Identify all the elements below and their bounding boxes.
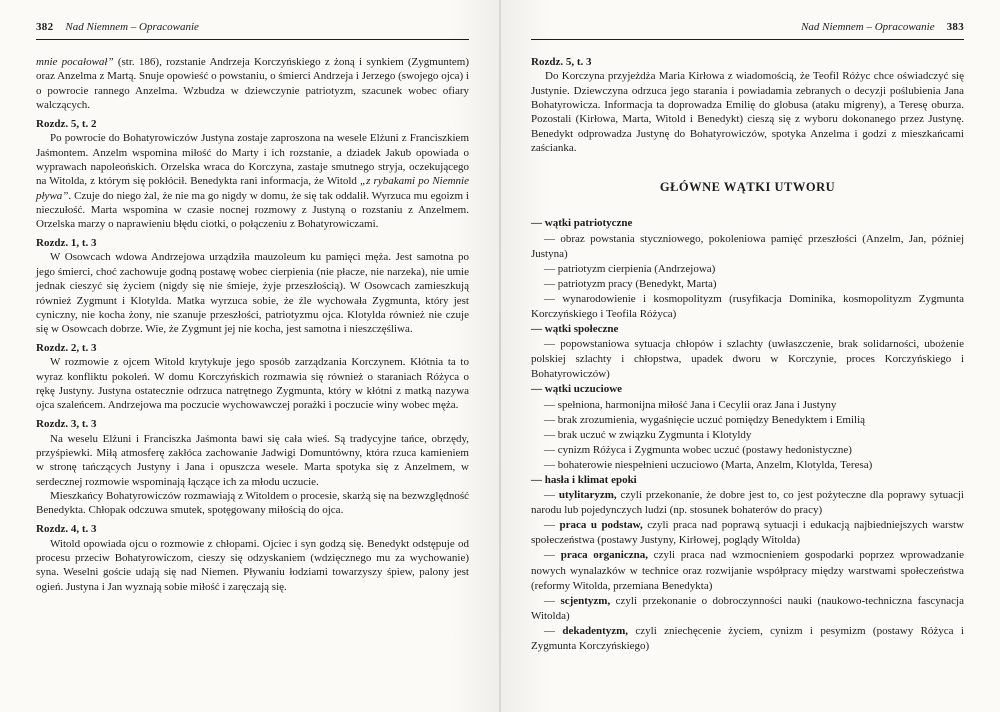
paragraph: Witold opowiada ojcu o rozmowie z chłopami. Ojciec i syn godzą się. Benedykt odstępuje od procesu przeciw Bohatyrowiczom, cieszy się odzyskaniem (wdzięcznego mu za wychowanie) syna. Weselni goście udają się nad Niemen. Pływaniu łodziami towarzyszy śpiew, palony jest ogień. Justyna i Jan wyznają sobie miłość i zaręczają się. <box>36 537 469 593</box>
bold-run: praca u podstaw, <box>559 519 643 532</box>
text-run: — brak zrozumienia, wygaśnięcie uczuć pomiędzy Benedyktem i Emilią <box>544 413 866 426</box>
topic-item <box>531 624 964 654</box>
bold-run: — hasła i klimat epoki <box>531 474 637 486</box>
page-right <box>500 0 1000 712</box>
running-title: Nad Niemnem – Opracowanie <box>65 21 199 33</box>
topic-item <box>531 277 964 292</box>
text-run: — <box>544 549 561 562</box>
topic-item <box>531 382 964 397</box>
topic-item <box>531 322 964 337</box>
text-run: — <box>544 489 559 502</box>
page-header-right <box>531 21 964 34</box>
text-run: — spełniona, harmonijna miłość Jana i Cecylii oraz Jana i Justyny <box>544 398 837 411</box>
text-run: — <box>544 624 563 637</box>
bold-run: — wątki patriotyczne <box>531 217 633 230</box>
text-run: (str. 186), rozstanie Andrzeja Korczyńskiego z żoną i synkiem (Zygmuntem) oraz Anzelma z Martą. Snuje opowieść o powstaniu, o śmierci Andrzeja i Jerzego (swojego ojca) i o powrocie rannego Anzelma. Wzbudza w dziewczynie patriotyzm, szacunek wobec ofiary walczących. <box>36 56 469 112</box>
text-run: — wynarodowienie i kosmopolityzm (rusyfikacja Dominika, kosmopolityzm Zygmunta Korczyńskiego i Teofila Różyca) <box>531 292 964 320</box>
text-run: czyli zniechęcenie życiem, cynizm i pesymizm (postawy Różyca i Zygmunta Korczyńskiego) <box>531 624 964 653</box>
topic-item <box>531 413 964 428</box>
italic-run: mnie pocałował” <box>36 56 114 68</box>
section-heading: Rozdz. 5, t. 3 <box>531 56 592 68</box>
text-run: czyli przekonanie o dobroczynności nauki (naukowo-techniczna fascynacja Witolda) <box>531 594 964 622</box>
section-heading: Rozdz. 5, t. 2 <box>36 117 97 130</box>
paragraph: Na weselu Elżuni i Franciszka Jaśmonta bawi się cała wieś. Są tradycyjne tańce, obrzędy, przyśpiewki. Miłą atmosferę zakłóca zachowanie Jadwigi Domuntówny, która rzuca kamieniem w stronę tańczących Justyny i Jana i opuszcza wesele. Marta spotyka się z Anzelmem, w serdecznej rozmowie wspominają łączące ich za młodu uczucie. <box>36 432 469 488</box>
running-title: Nad Niemnem – Opracowanie <box>801 21 935 33</box>
text-run: — popowstaniowa sytuacja chłopów i szlachty (uwłaszczenie, brak solidarności, ubożenie polskiej szlachty i chłopstwa, upadek dworu w Korczynie, proces Korczyńskiego i Bohatyrowiczów) <box>531 338 964 381</box>
topic-item <box>531 398 964 413</box>
text-run: Po powrocie do Bohatyrowiczów Justyna zostaje zaproszona na wesele Elżuni z Franciszkiem Jaśmontem. Anzelm wspomina miłość do Marty i ich rozstanie, a dziadek Jakub opowiada o wyprawach napoleońskich. Orzelska wraca do Korczyna, zastaje smutnego stryja, oczekującego na Witolda, z którym się pokłócił. Benedykta rani informacja, że Witold <box>36 132 469 188</box>
paragraph <box>36 131 469 231</box>
text-run: — <box>544 519 560 532</box>
bold-run: scjentyzm, <box>560 594 611 607</box>
topic-item <box>531 594 964 624</box>
topic-item <box>531 337 964 382</box>
bold-run: — wątki uczuciowe <box>531 383 623 396</box>
topic-item <box>531 262 964 277</box>
text-run: czyli przekonanie, że dobre jest to, co jest pożyteczne dla poprawy sytuacji narodu lub pojedynczych ludzi (np. stosunek bohaterów do pracy) <box>531 489 964 517</box>
section-heading: Rozdz. 4, t. 3 <box>36 523 97 536</box>
text-run: czyli praca nad wzmocnieniem gospodarki poprzez wprowadzanie nowych wynalazków w technice oraz rozwijanie współpracy między warstwami społeczeństwa (reformy Witolda, przemiana Benedykta) <box>531 549 964 592</box>
paragraph-continuation <box>36 55 469 112</box>
text-run: czyli praca nad poprawą sytuacji i edukacją najbiedniejszych warstw społeczeństwa (postawy Justyny, Kirłowej, poglądy Witolda) <box>531 519 965 547</box>
topic-item <box>531 473 964 488</box>
paragraph: W rozmowie z ojcem Witold krytykuje jego sposób zarządzania Korczynem. Kłótnia ta to wyraz konfliktu pokoleń. W domu Korczyńskich rozmawia się również o staraniach Różyca o rękę Justyny. Justyna ostatecznie odrzuca natrętnego Zygmunta, który w kłótni z matką nazywa ojca szaleńcem. Andrzejowa ma poczucie wychowawczej porażki i poczucie winy wobec męża. <box>36 356 469 412</box>
section-heading: Rozdz. 1, t. 3 <box>36 237 97 250</box>
text-run: — patriotyzm cierpienia (Andrzejowa) <box>544 262 716 275</box>
section-heading: Rozdz. 3, t. 3 <box>36 418 97 431</box>
text-run: — bohaterowie niespełnieni uczuciowo (Marta, Anzelm, Klotylda, Teresa) <box>544 458 873 471</box>
paragraph: Do Korczyna przyjeżdża Maria Kirłowa z wiadomością, że Teofil Różyc chce oświadczyć się Justynie. Dziewczyna odrzuca jego starania i powiadamia zebranych o decyzji poślubienia Jana Bohatyrowicza. Informacja ta doprowadza Emilię do globusa (ataku migreny), a Teresę oburza. Pozostali (Kirłowa, Marta, Witold i Benedykt) cieszą się z wyboru dokonanego przez Justynę. Benedykt odprowadza Justynę do Bohatyrowiczów, spotyka Anzelma i godzi z mieszkańcami zaścianka. <box>531 70 964 155</box>
paragraph: Mieszkańcy Bohatyrowiczów rozmawiają z Witoldem o procesie, skarżą się na bezwzględność Benedykta. Chłopak odczuwa smutek, spotęgowany miłością do ojca. <box>36 489 469 517</box>
text-run: — obraz powstania styczniowego, pokoleniowa pamięć przeszłości (Anzelm, Jan, później Justyna) <box>531 232 964 260</box>
topic-item <box>531 216 964 231</box>
topic-item <box>531 548 964 593</box>
text-run: — brak uczuć w związku Zygmunta i Klotyldy <box>544 428 752 441</box>
topic-item <box>531 232 964 262</box>
page-gutter <box>499 0 501 712</box>
section-heading: Rozdz. 2, t. 3 <box>36 342 97 355</box>
topic-item <box>531 428 964 443</box>
bold-run: dekadentyzm, <box>562 624 629 637</box>
italic-quote-run: „z rybakami po Niemnie pływa” <box>36 175 469 202</box>
bold-run: praca organiczna, <box>560 549 648 562</box>
topic-item <box>531 458 964 473</box>
topic-item <box>531 518 964 548</box>
page-number: 383 <box>946 21 964 33</box>
topic-item <box>531 292 964 322</box>
text-run: — <box>544 594 561 607</box>
text-run: — patriotyzm pracy (Benedykt, Marta) <box>544 277 717 290</box>
paragraph: W Osowcach wdowa Andrzejowa urządziła mauzoleum ku pamięci męża. Jest samotna po jego śmierci, choć zachowuje godną postawę wobec cierpienia (nie płacze, nie narzeka), nie umie jednak cieszyć się życiem (nigdy się nie śmieje, żyje przeszłością). W Osowcach zamieszkują również Zygmunt i Klotylda. Matka wyrzuca sobie, że źle wychowała Zygmunta, który jest cyniczny, nie kocha żony, nie szanuje przeszłości, patriotyzmu ojca. Klotylda również nie czuje się w Osowcach dobrze. Wie, że Zygmunt jej nie kocha, jest samotna i nieszczęśliwa. <box>36 251 469 336</box>
bold-run: utylitaryzm, <box>558 489 617 502</box>
page-header-left <box>36 21 469 34</box>
main-heading: GŁÓWNE WĄTKI UTWORU <box>659 180 836 195</box>
topic-item <box>531 443 964 458</box>
text-run: — cynizm Różyca i Zygmunta wobec uczuć (postawy hedonistyczne) <box>544 443 852 456</box>
text-run: . Czuje do niego żal, że nie ma go nigdy w domu, że się tak oddalił. Wyrzuca mu egoizm i nieczułość. Marta wspomina w czasie nocnej rozmowy z Justyną o rozstaniu z Anzelmem. Orzelska marzy o naprawieniu błędu ciotki, o połączeniu z Bohatyrowiczami. <box>36 189 469 231</box>
bold-run: — wątki społeczne <box>531 323 619 336</box>
header-rule <box>36 39 469 40</box>
header-rule <box>531 39 964 40</box>
page-number: 382 <box>36 21 54 33</box>
topic-item <box>531 488 964 518</box>
